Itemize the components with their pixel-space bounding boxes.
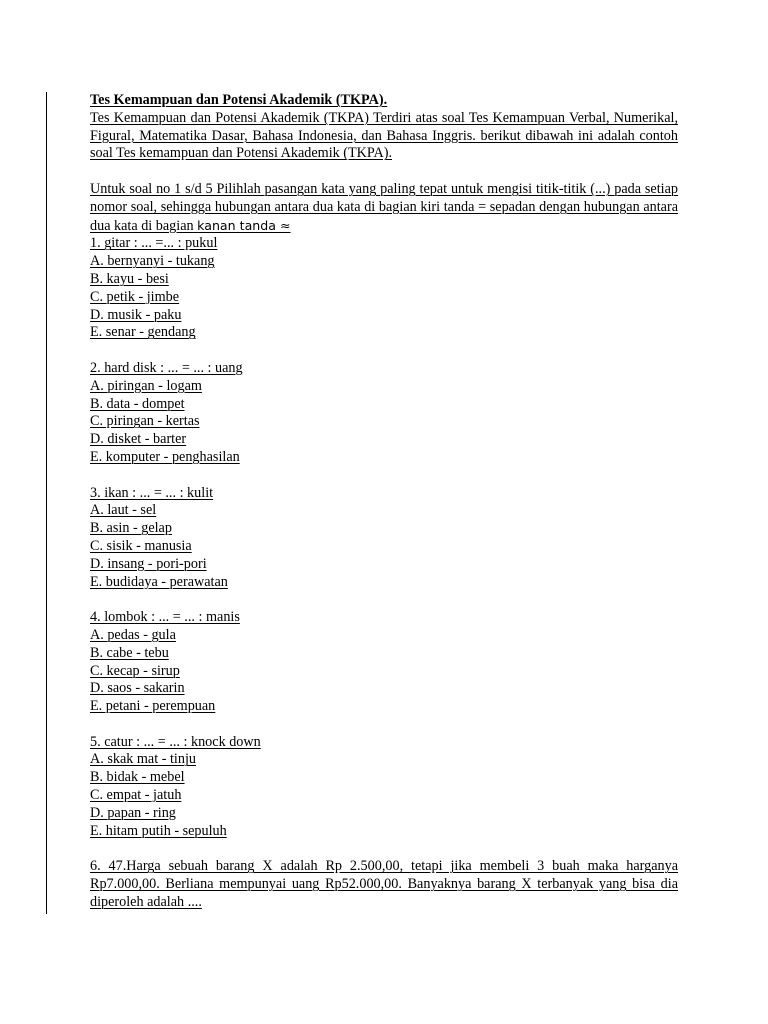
answer-option: E. petani - perempuan: [90, 698, 216, 715]
answer-option: D. musik - paku: [90, 306, 182, 323]
question-stem: 2. hard disk : ... = ... : uang: [90, 359, 243, 376]
instruction-main: Untuk soal no 1 s/d 5 Pilihlah pasangan kata yang paling tepat untuk mengisi titik-titik (...) pada setiap nomor soal, sehingga hubungan antara dua kata di bagian kiri tanda = sepadan dengan hubungan antara dua kata di bagian: [90, 180, 678, 234]
answer-option: B. cabe - tebu: [90, 644, 169, 661]
spacer: [90, 716, 678, 734]
answer-option: A. laut - sel: [90, 502, 157, 519]
answer-option: B. data - dompet: [90, 395, 185, 412]
answer-option: C. petik - jimbe: [90, 288, 180, 305]
answer-option: B. asin - gelap: [90, 520, 172, 537]
question-block: [90, 609, 678, 716]
answer-option: D. disket - barter: [90, 431, 187, 448]
spacer: [90, 840, 678, 858]
question-stem: 4. lombok : ... = ... : manis: [90, 609, 240, 626]
answer-option: E. senar - gendang: [90, 324, 196, 341]
answer-option: B. kayu - besi: [90, 270, 169, 287]
instruction-tail: kanan tanda ≈: [197, 217, 291, 233]
answer-option: A. piringan - logam: [90, 377, 202, 394]
document-body: [90, 92, 678, 912]
spacer: [90, 342, 678, 360]
answer-option: E. budidaya - perawatan: [90, 573, 228, 590]
question-block: [90, 235, 678, 342]
answer-option: A. pedas - gula: [90, 626, 176, 643]
answer-option: D. saos - sakarin: [90, 680, 185, 697]
answer-option: B. bidak - mebel: [90, 769, 185, 786]
answer-option: E. komputer - penghasilan: [90, 448, 240, 465]
spacer: [90, 467, 678, 485]
answer-option: C. kecap - sirup: [90, 662, 180, 679]
answer-option: D. insang - pori-pori: [90, 555, 207, 572]
question-stem: 3. ikan : ... = ... : kulit: [90, 484, 214, 501]
margin-rule: [46, 92, 47, 914]
question-stem: 1. gitar : ... =... : pukul: [90, 235, 218, 252]
answer-option: A. bernyanyi - tukang: [90, 253, 215, 270]
question-block: [90, 734, 678, 841]
answer-option: A. skak mat - tinju: [90, 751, 196, 768]
answer-option: E. hitam putih - sepuluh: [90, 822, 227, 839]
answer-option: D. papan - ring: [90, 804, 176, 821]
spacer: [90, 591, 678, 609]
question-block: [90, 485, 678, 592]
instruction-paragraph: [90, 181, 678, 235]
question-block: [90, 360, 678, 467]
answer-option: C. piringan - kertas: [90, 413, 200, 430]
document-title: Tes Kemampuan dan Potensi Akademik (TKPA).: [90, 92, 388, 108]
intro-paragraph: Tes Kemampuan dan Potensi Akademik (TKPA) Terdiri atas soal Tes Kemampuan Verbal, Numerikal, Figural, Matematika Dasar, Bahasa Indonesia, dan Bahasa Inggris. berikut dibawah ini adalah contoh soal Tes kemampuan dan Potensi Akademik (TKPA).: [90, 109, 678, 162]
answer-option: C. sisik - manusia: [90, 537, 192, 554]
spacer: [90, 163, 678, 181]
answer-option: C. empat - jatuh: [90, 787, 182, 804]
question-6-paragraph: 6. 47.Harga sebuah barang X adalah Rp 2.500,00, tetapi jika membeli 3 buah maka harganya Rp7.000,00. Berliana mempunyai uang Rp52.000,00. Banyaknya barang X terbanyak yang bisa dia diperoleh adalah ....: [90, 858, 678, 910]
question-stem: 5. catur : ... = ... : knock down: [90, 733, 261, 750]
